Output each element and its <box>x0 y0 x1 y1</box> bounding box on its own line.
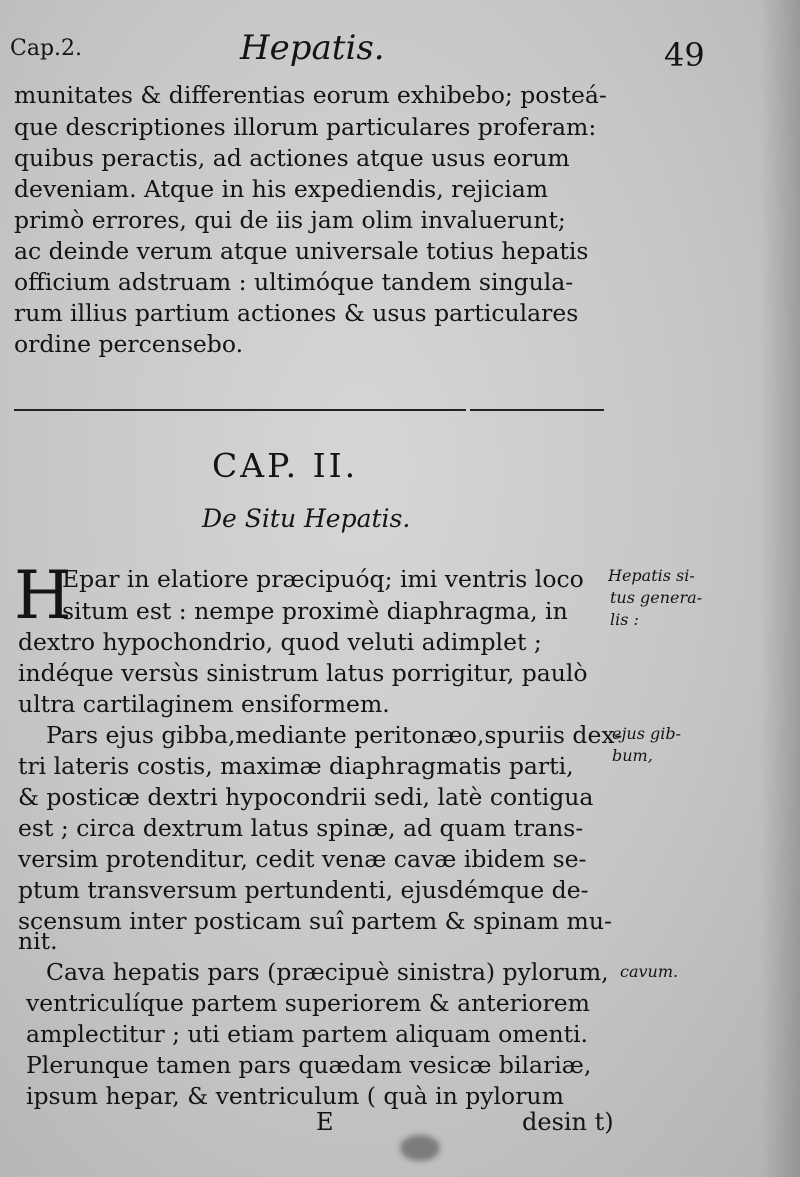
text-line: Cava hepatis pars (præcipuè sinistra) pylorum, <box>46 958 609 986</box>
signature-mark: E <box>316 1108 334 1136</box>
text-line: dextro hypochondrio, quod veluti adimplet ; <box>18 628 542 656</box>
text-line: Epar in elatiore præcipuóq; imi ventris loco <box>62 565 584 593</box>
chapter-heading: CAP. II. <box>212 446 359 485</box>
page-header <box>0 26 800 86</box>
text-line: situm est : nempe proximè diaphragma, in <box>62 597 568 625</box>
margin-note-line: Hepatis si- <box>608 566 695 585</box>
drop-cap: H <box>14 557 72 634</box>
text-line: ptum transversum pertundenti, ejusdémque de- <box>18 876 589 904</box>
text-line: ipsum hepar, & ventriculum ( quà in pylorum <box>26 1082 564 1110</box>
chapter-subheading: De Situ Hepatis. <box>202 504 411 533</box>
margin-note-line: ejus gib- <box>612 724 682 743</box>
running-title: Hepatis. <box>240 28 385 68</box>
text-line: scensum inter posticam suî partem & spinam mu- <box>18 907 612 935</box>
ink-blot <box>400 1135 440 1161</box>
text-line: deveniam. Atque in his expediendis, rejiciam <box>14 175 549 203</box>
text-line: rum illius partium actiones & usus particulares <box>14 299 579 327</box>
text-line: versim protenditur, cedit venæ cavæ ibidem se- <box>18 845 587 873</box>
section-divider <box>14 409 466 411</box>
text-line: munitates & differentias eorum exhibebo; posteá- <box>14 81 607 109</box>
gutter-shadow <box>760 0 800 1177</box>
margin-note-line: bum, <box>612 746 653 765</box>
text-line: nit. <box>18 927 58 955</box>
text-line: que descriptiones illorum particulares proferam: <box>14 113 597 141</box>
margin-note-line: lis : <box>610 610 639 629</box>
text-line: Plerunque tamen pars quædam vesicæ bilariæ, <box>26 1051 592 1079</box>
page-number: 49 <box>664 36 705 74</box>
text-line: ac deinde verum atque universale totius hepatis <box>14 237 589 265</box>
text-line: ordine percensebo. <box>14 330 244 358</box>
text-line: ultra cartilaginem ensiformem. <box>18 690 390 718</box>
text-line: indéque versùs sinistrum latus porrigitur, paulò <box>18 659 588 687</box>
text-line: est ; circa dextrum latus spinæ, ad quam trans- <box>18 814 584 842</box>
section-divider <box>470 409 604 411</box>
text-line: primò errores, qui de iis jam olim invaluerunt; <box>14 206 566 234</box>
chapter-reference: Cap.2. <box>10 36 83 61</box>
catchword: desin t) <box>522 1108 614 1136</box>
text-line: quibus peractis, ad actiones atque usus eorum <box>14 144 570 172</box>
text-line: ventriculíque partem superiorem & anteriorem <box>26 989 590 1017</box>
text-line: tri lateris costis, maximæ diaphragmatis parti, <box>18 752 574 780</box>
text-line: Pars ejus gibba,mediante peritonæo,spuriis dex- <box>46 721 623 749</box>
margin-note-line: tus genera- <box>610 588 703 607</box>
text-line: amplectitur ; uti etiam partem aliquam omenti. <box>26 1020 589 1048</box>
margin-note-line: cavum. <box>620 962 679 981</box>
text-line: officium adstruam : ultimóque tandem singula- <box>14 268 574 296</box>
text-line: & posticæ dextri hypocondrii sedi, latè contigua <box>18 783 594 811</box>
